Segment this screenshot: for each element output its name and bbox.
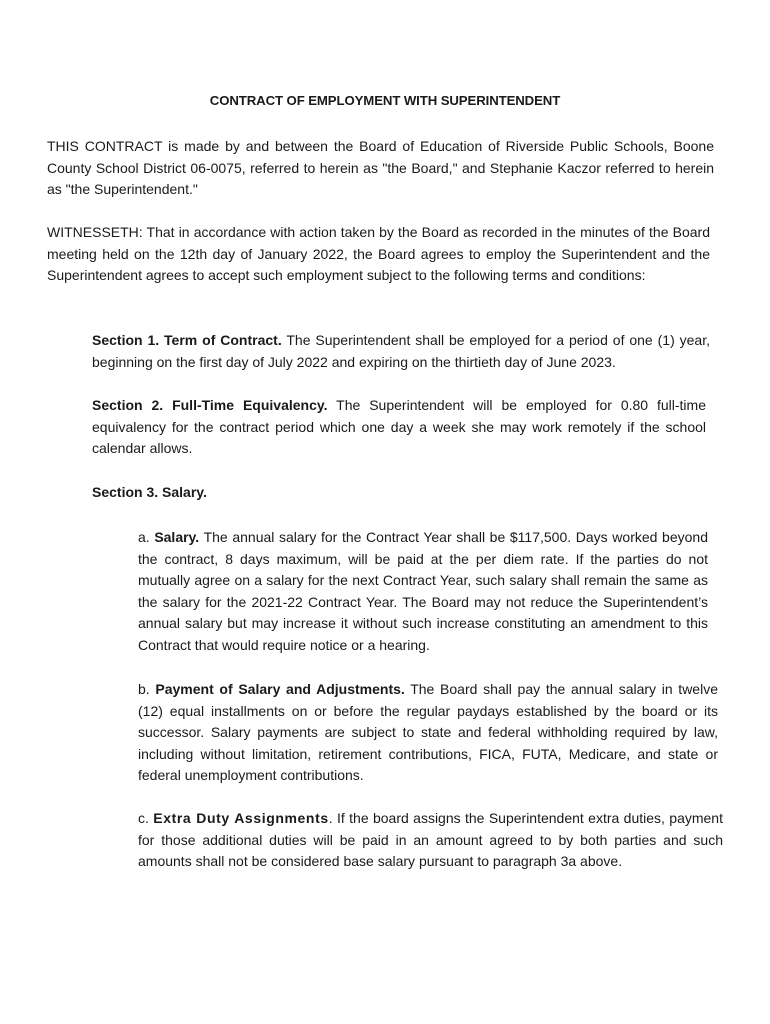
section-3b-text: The Board shall pay the annual salary in twelve (12) equal installments on or before the regular paydays established by the board or its successor. Salary payments are subject to state and federal withholding required by law, including without limitation, retirement contributions, FICA, FUTA, Medicare, and state or federal unemployment contributions.	[138, 681, 718, 783]
section-3a-text: The annual salary for the Contract Year shall be $117,500. Days worked beyond the contract, 8 days maximum, will be paid at the per diem rate. If the parties do not mutually agree on a salary for the next Contract Year, such salary shall remain the same as the salary for the 2021-22 Contract Year. The Board may not reduce the Superintendent’s annual salary but may increase it without such increase constituting an amendment to this Contract that would require notice or a hearing.	[138, 529, 708, 653]
document-title: CONTRACT OF EMPLOYMENT WITH SUPERINTENDENT	[209, 93, 561, 108]
section-3a-prefix: a.	[138, 529, 155, 545]
section-3-heading: Section 3. Salary.	[92, 484, 207, 500]
section-1-paragraph	[92, 330, 710, 373]
section-2-paragraph	[92, 395, 706, 460]
section-1-heading: Section 1. Term of Contract.	[92, 332, 282, 348]
section-2-heading: Section 2. Full-Time Equivalency.	[92, 397, 328, 413]
section-3b-paragraph	[138, 679, 718, 787]
section-3b-heading: Payment of Salary and Adjustments.	[155, 681, 405, 697]
section-3c-heading: Extra Duty Assignments	[153, 810, 329, 826]
section-3b-prefix: b.	[138, 681, 156, 697]
section-2-text: The Superintendent will be employed for 0.80 full-time equivalency for the contract period which one day a week she may work remotely if the school calendar allows.	[92, 397, 706, 456]
intro-paragraph: THIS CONTRACT is made by and between the Board of Education of Riverside Public Schools, Boone County School District 06-0075, referred to herein as "the Board," and Stephanie Kaczor referred to herein as "the Superintendent."	[47, 138, 714, 197]
witnesseth-paragraph: WITNESSETH: That in accordance with action taken by the Board as recorded in the minutes of the Board meeting held on the 12th day of January 2022, the Board agrees to employ the Superintendent and the Superintendent agrees to accept such employment subject to the following terms and conditions:	[47, 224, 710, 283]
section-1-text: The Superintendent shall be employed for a period of one (1) year, beginning on the first day of July 2022 and expiring on the thirtieth day of June 2023.	[92, 332, 710, 370]
section-3c-paragraph	[138, 808, 723, 873]
section-3c-prefix: c.	[138, 810, 154, 826]
section-3a-heading: Salary.	[154, 529, 200, 545]
section-3-paragraph	[92, 482, 710, 504]
section-3a-paragraph	[138, 527, 708, 656]
section-3c-text: . If the board assigns the Superintendent extra duties, payment for those additional duties will be paid in an amount agreed to by both parties and such amounts shall not be considered base salary pursuant to paragraph 3a above.	[138, 810, 723, 869]
